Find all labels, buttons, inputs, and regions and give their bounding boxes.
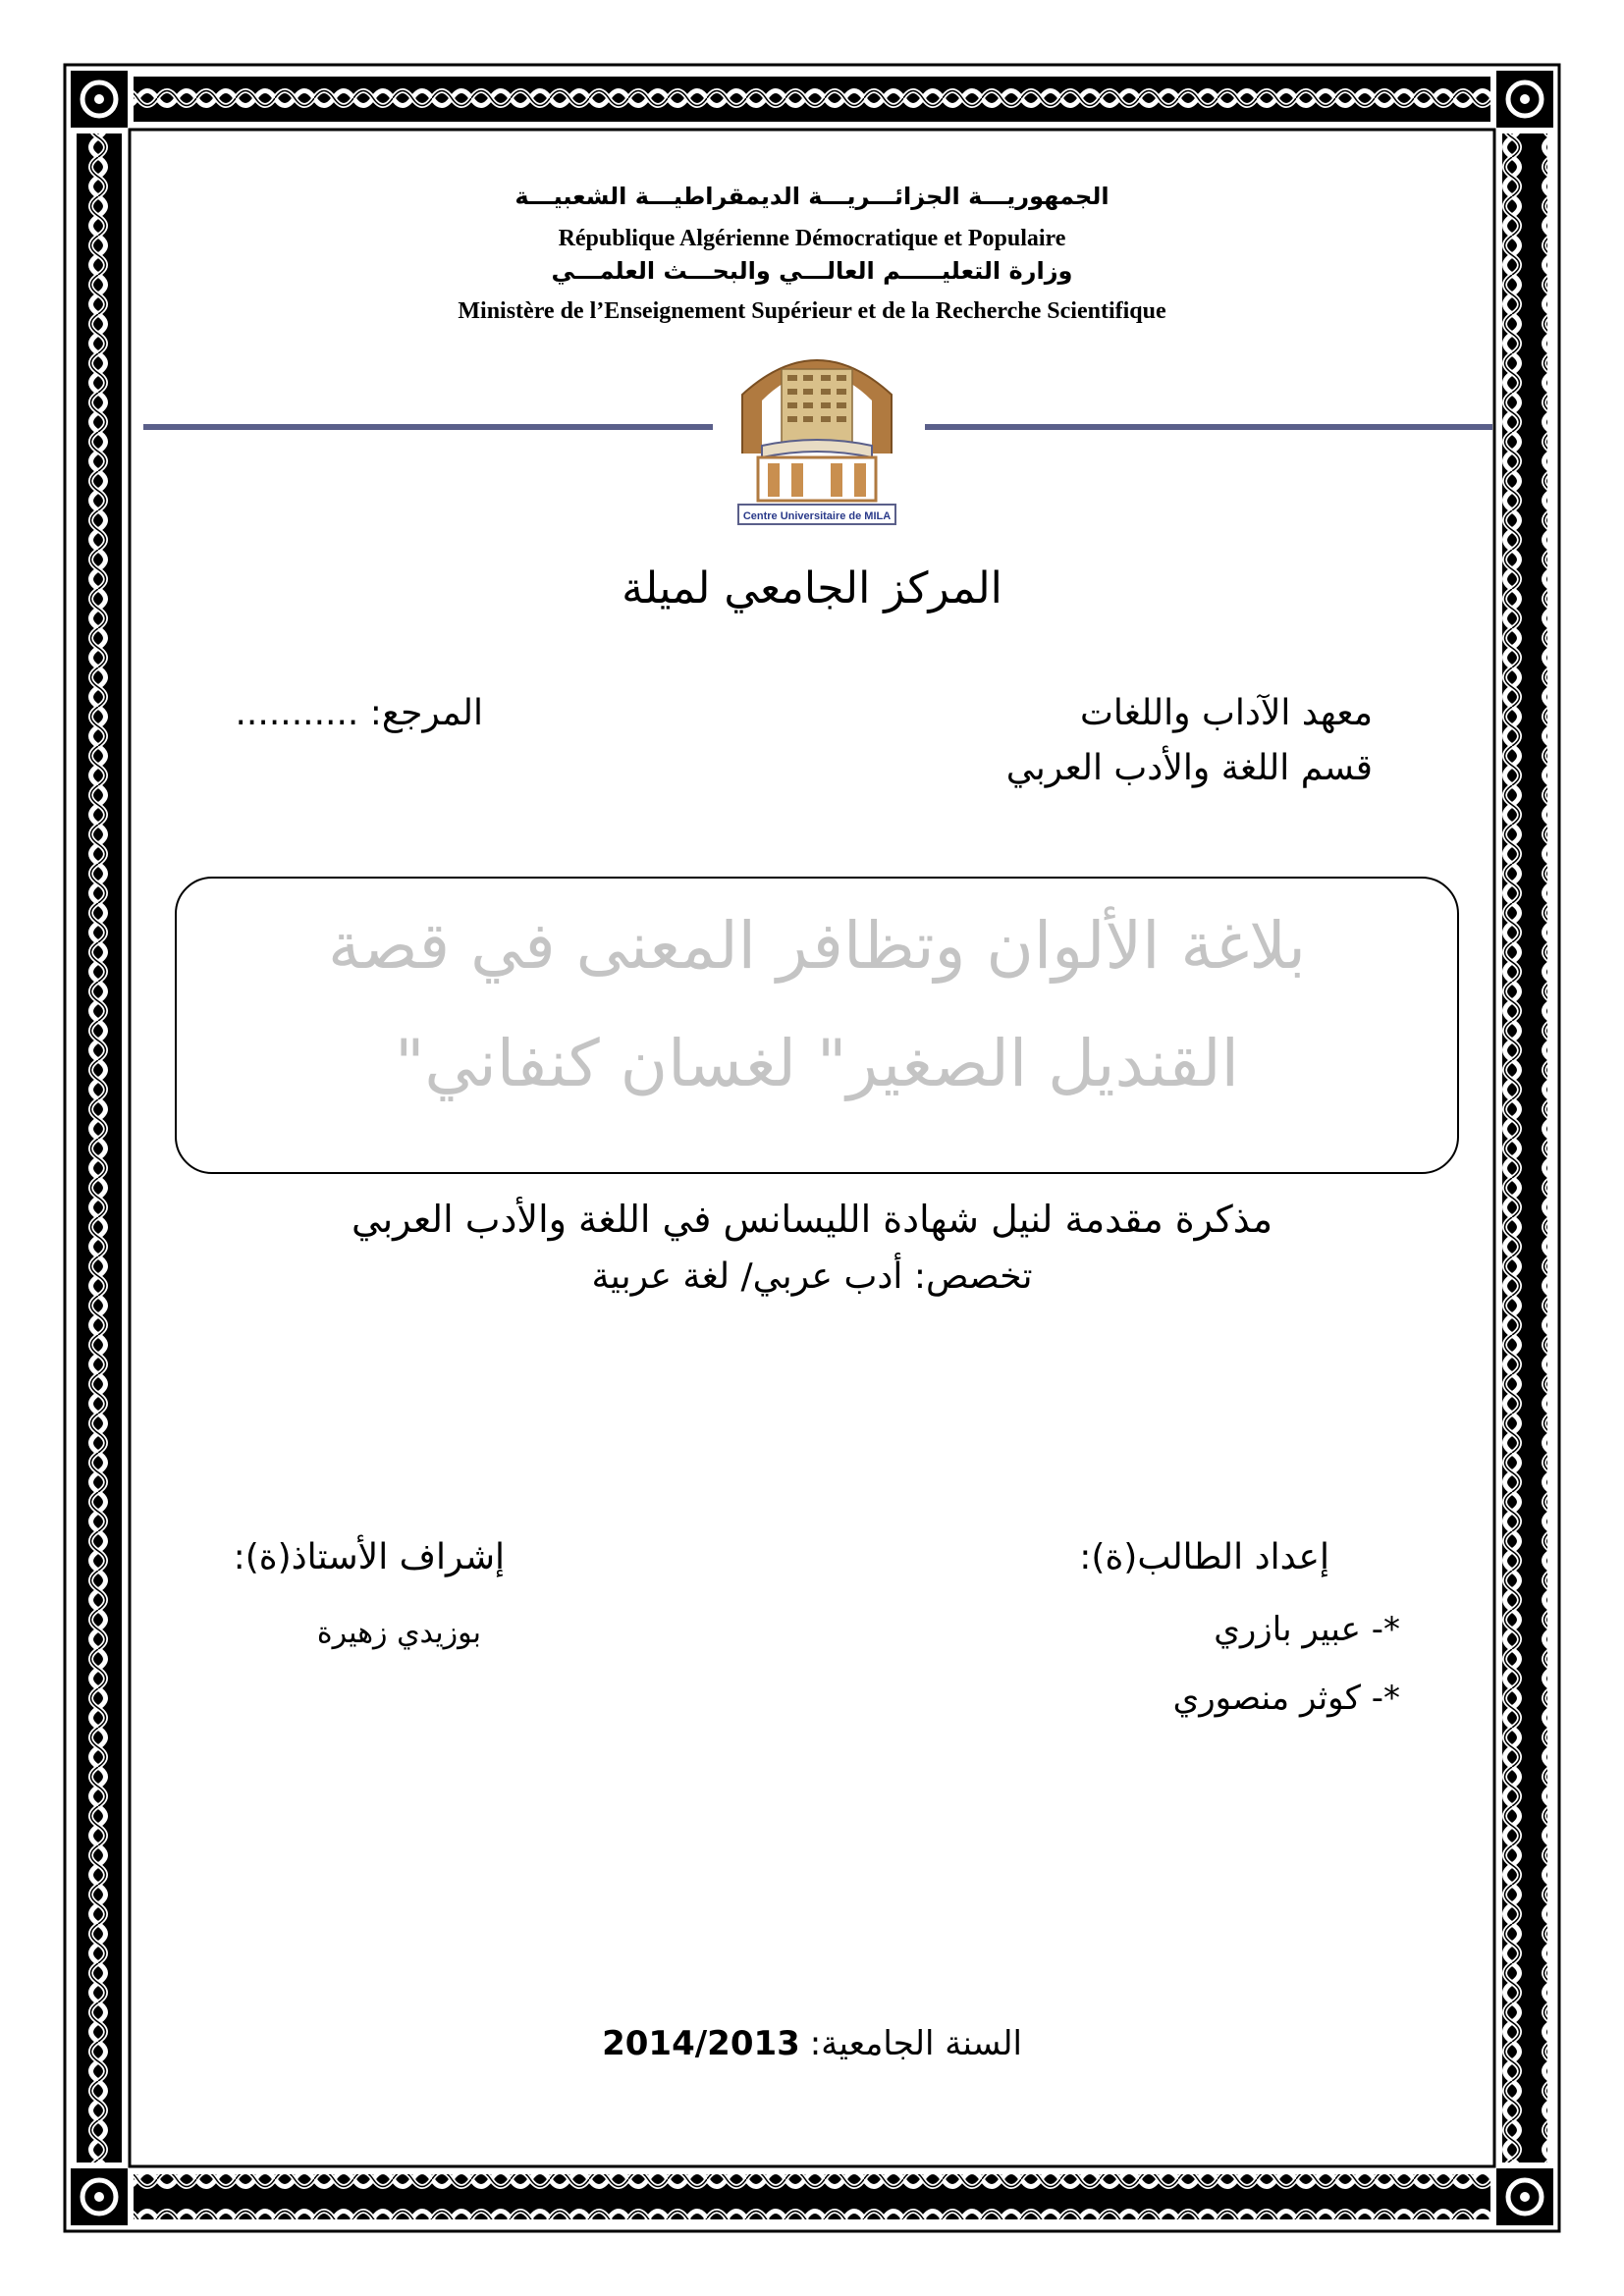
academic-year [0,2024,1624,2063]
ministry-arabic: وزارة التعليـــــم العالـــي والبحـــث العلمـــي [551,257,1073,285]
student-name: *- عبير بازري [1214,1610,1400,1649]
academic-year-value: 2014/2013 [602,2024,800,2063]
institute-name: معهد الآداب واللغات [1080,693,1373,733]
supervisor-name: بوزيدي زهيرة [316,1616,481,1650]
logo-caption: Centre Universitaire de MILA [742,510,892,522]
reference-field: المرجع: ........... [235,693,483,733]
university-logo [729,336,905,528]
thesis-subtitle: مذكرة مقدمة لنيل شهادة الليسانس في اللغة والأدب العربي [351,1198,1273,1241]
republic-arabic: الجمهوريـــة الجزائـــريـــة الديمقراطيـــة الشعبيـــة [514,183,1110,210]
supervisor-label: إشراف الأستاذ(ة): [233,1537,505,1577]
academic-year-label: السنة الجامعية: [809,2024,1022,2063]
thesis-title-box [175,877,1459,1174]
institution-name: المركز الجامعي لميلة [622,563,1002,614]
republic-french: République Algérienne Démocratique et Populaire [558,226,1066,251]
corner-ornament-bottom-right [1496,2168,1553,2225]
thesis-title-line-2: القنديل الصغير" لغسان كنفاني" [395,1026,1239,1101]
corner-ornament-top-left [71,71,128,128]
students-label: إعداد الطالب(ة): [1079,1537,1329,1577]
student-name: *- كوثر منصوري [1172,1679,1400,1718]
header-rule-right [925,424,1492,430]
thesis-title-line-1: بلاغة الألوان وتظافر المعنى في قصة [327,908,1307,984]
corner-ornament-top-right [1496,71,1553,128]
department-name: قسم اللغة والأدب العربي [1005,748,1373,788]
thesis-specialty: تخصص: أدب عربي/ لغة عربية [591,1256,1033,1297]
corner-ornament-bottom-left [71,2168,128,2225]
ministry-french: Ministère de l’Enseignement Supérieur et de la Recherche Scientifique [458,298,1166,324]
header-rule-left [143,424,713,430]
